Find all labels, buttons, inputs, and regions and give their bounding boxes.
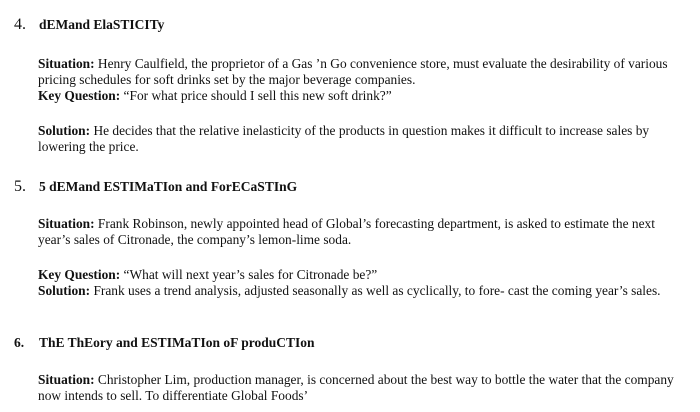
section-5-heading [14,178,297,196]
key-question-paragraph [38,88,674,104]
key-question-paragraph [38,267,674,283]
solution-paragraph [38,283,674,299]
key-question-text: “For what price should I sell this new soft drink?” [120,88,392,103]
situation-text: Frank Robinson, newly appointed head of Global’s forecasting department, is asked to estimate the next year’s sales of Citronade, the company’s lemon-lime soda. [38,216,655,247]
solution-label: Solution: [38,123,91,138]
key-question-label: Key Question: [38,88,121,103]
section-title: ThE ThEory and ESTIMaTIon oF produCTIon [39,335,315,350]
key-question-text: “What will next year’s sales for Citronade be?” [120,267,378,282]
section-6-heading [14,335,314,351]
situation-paragraph [38,372,674,404]
section-number: 6. [14,335,25,350]
situation-label: Situation: [38,216,95,231]
section-number: 5. [14,178,26,195]
section-4-heading [14,16,164,34]
situation-text: Henry Caulfield, the proprietor of a Gas ’n Go convenience store, must evaluate the desirability of various pricing schedules for soft drinks set by the major beverage companies. [38,56,668,87]
solution-text: He decides that the relative inelasticity of the products in question makes it difficult to increase sales by lowering the price. [38,123,650,154]
situation-label: Situation: [38,56,95,71]
solution-text: Frank uses a trend analysis, adjusted seasonally as well as cyclically, to fore- cast the coming year’s sales. [90,283,661,298]
situation-paragraph [38,56,674,88]
solution-label: Solution: [38,283,91,298]
section-title: dEMand ElaSTICITy [39,17,165,32]
section-number: 4. [14,16,26,33]
situation-paragraph [38,216,674,248]
situation-label: Situation: [38,372,95,387]
section-title: 5 dEMand ESTIMaTIon and ForECaSTInG [39,179,298,194]
key-question-label: Key Question: [38,267,121,282]
solution-paragraph [38,123,674,155]
situation-text: Christopher Lim, production manager, is concerned about the best way to bottle the water that the company now intends to sell. To differentiate Global Foods’ [38,372,674,403]
